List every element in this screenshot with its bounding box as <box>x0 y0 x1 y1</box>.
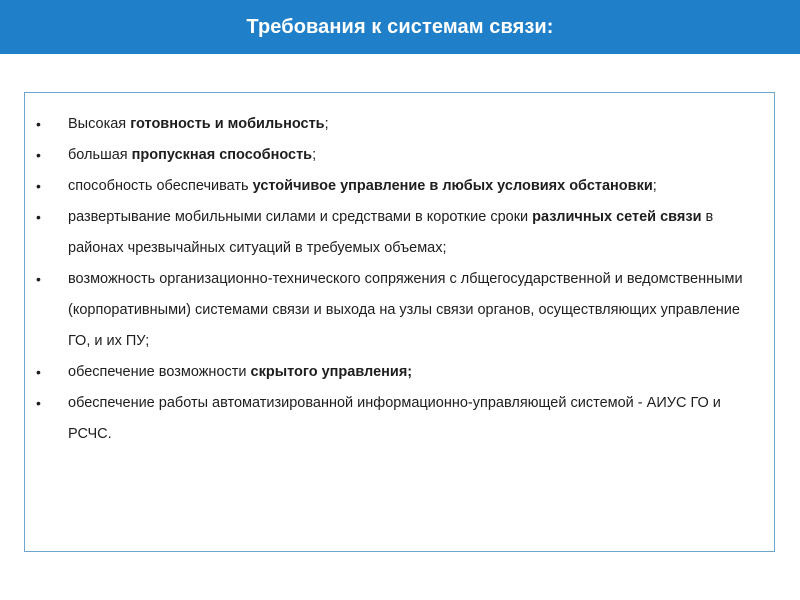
slide-header <box>0 0 800 54</box>
item-text: большая <box>68 147 132 163</box>
bullet-list <box>25 109 774 450</box>
item-text-bold: готовность и мобильность <box>130 116 325 132</box>
list-item <box>25 171 774 202</box>
item-text-bold: скрытого управления; <box>250 364 413 380</box>
bullet-icon: • <box>36 364 41 380</box>
bullet-icon: • <box>36 271 41 287</box>
list-item <box>25 264 774 357</box>
item-text: возможность организационно-технического сопряжения с лбщегосударственной и ведомственными (корпоративными) системами связи и выхода на узлы связи органов, осуществляющих управление ГО, и их ПУ; <box>68 271 743 349</box>
list-item <box>25 388 774 450</box>
list-item <box>25 357 774 388</box>
item-text: способность обеспечивать <box>68 178 253 194</box>
bullet-icon: • <box>36 116 41 132</box>
item-text-bold: устойчивое управление в любых условиях обстановки <box>252 178 653 194</box>
bullet-icon: • <box>36 147 41 163</box>
item-text: обеспечение работы автоматизированной информационно-управляющей системой - АИУС ГО и РСЧС. <box>68 395 721 442</box>
item-text: ; <box>652 178 657 194</box>
item-text-bold: пропускная способность <box>131 147 313 163</box>
bullet-icon: • <box>36 178 41 194</box>
item-text: ; <box>312 147 317 163</box>
content-box <box>24 92 775 552</box>
item-text: в районах чрезвычайных ситуаций в требуемых объемах; <box>68 209 714 256</box>
item-text-bold: различных сетей связи <box>532 209 702 225</box>
bullet-icon: • <box>36 209 41 225</box>
item-text: обеспечение возможности <box>68 364 251 380</box>
bullet-icon: • <box>36 395 41 411</box>
list-item <box>25 109 774 140</box>
list-item <box>25 140 774 171</box>
list-item <box>25 202 774 264</box>
item-text: ; <box>324 116 329 132</box>
slide-title: Требования к системам связи: <box>246 15 554 38</box>
item-text: Высокая <box>68 116 131 132</box>
item-text: развертывание мобильными силами и средствами в короткие сроки <box>68 209 533 225</box>
